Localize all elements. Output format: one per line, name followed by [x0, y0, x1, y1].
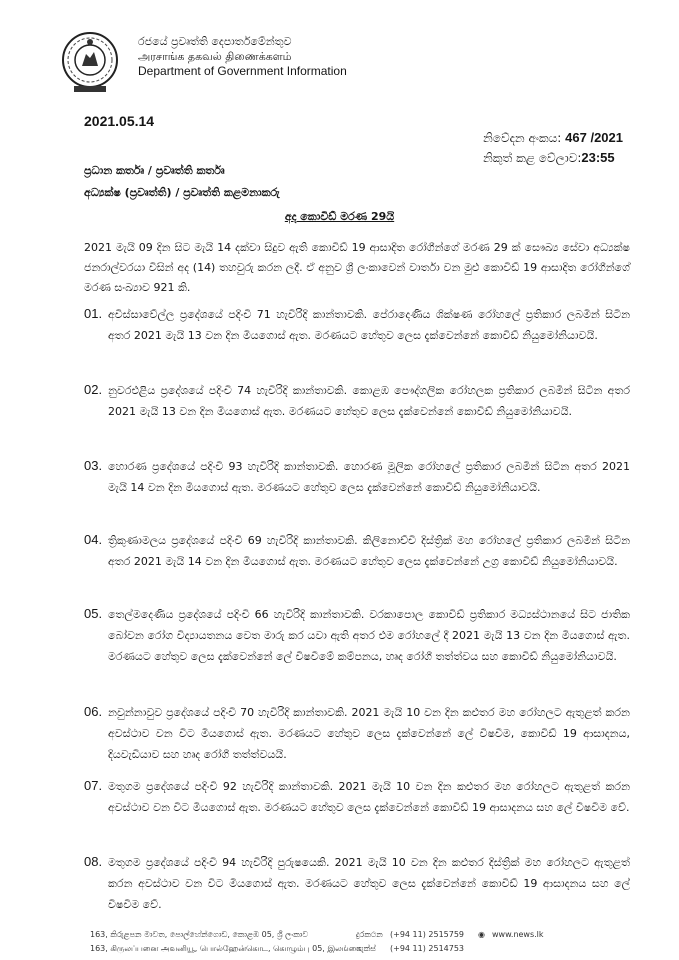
- department-name-sinhala: රජයේ ප්‍රවෘත්ති දෙපාර්තමේන්තුව: [138, 35, 292, 48]
- release-time-label: නිකුත් කළ වේලාව:: [483, 151, 582, 165]
- addressee-line: අධ්‍යක්ෂ (ප්‍රවෘත්ති) / ප්‍රවෘත්ති කළමනාකරු: [84, 186, 280, 199]
- release-info: [483, 128, 623, 168]
- intro-paragraph: 2021 මැයි 09 දින සිට මැයි 14 දක්වා සිදුව ඇති කොවිඩ් 19 ආසාදිත රෝගීන්ගේ මරණ 29 ක් සෞඛ්‍ය සේවා අධ්‍යක්ෂ ජනරාල්වරයා විසින් අද (14) තහවුරු කරන ලදී. ඒ අනුව ශ්‍රී ලංකාවෙන් වාර්තා වන මුළු කොවිඩ් 19 ආසාදිත රෝගීන්ගේ මරණ සංඛ්‍යාව 921 කි.: [84, 241, 630, 294]
- page-footer: [0, 922, 679, 960]
- footer-address-tamil: 163, கிருலப்பனை அவனியூ, பொல்ஹேன்கொட, கொழும்பு 05, இலங்கை: [90, 944, 362, 953]
- department-name-tamil: அரசாங்க தகவல் திணைக்களம்: [138, 50, 292, 63]
- footer-address-sinhala: 163, කිරුළපන මාවත, පොල්හේන්ගොඩ, කොළඹ 05, ශ්‍රී ලංකාව: [90, 930, 309, 939]
- item-text: මතුගම ප්‍රදේශයේ පදිංචි 92 හැවිරිදි කාන්තාවකි. 2021 මැයි 10 වන දින කළුතර මහ රෝහලට ඇතුළත් කරන අවස්ථාව වන විට මියගොස් ඇත. මරණයට හේතුව ලෙස දැක්වෙන්නේ කොවිඩ් 19 ආසාදනය සහ ලේ විෂවීම වේ.: [108, 780, 630, 814]
- item-text: ත්‍රිකුණාමලය ප්‍රදේශයේ පදිංචි 69 හැවිරිදි කාන්තාවකි. කිලිනොච්චි දිස්ත්‍රික් මහ රෝහලේ ප්‍රතිකාර ලබමින් සිටින අතර 2021 මැයි 14 වන දින මියගොස් ඇත. මරණයට හේතුව ලෙස දැක්වෙන්නේ උග්‍ර කොවිඩ් නියුමෝනියාවයි.: [108, 534, 630, 568]
- item-number: 06.: [84, 704, 103, 719]
- item-number: 01.: [84, 306, 103, 321]
- footer-fax-label: ෆැක්ස්: [356, 944, 376, 953]
- sri-lanka-emblem-icon: [60, 28, 120, 96]
- item-text: නවුන්නාවුව ප්‍රදේශයේ පදිංචි 70 හැවිරිදි කාන්තාවකි. 2021 මැයි 10 වන දින කළුතර මහ රෝහලට ඇතුළත් කරන අවස්ථාව වන විට මියගොස් ඇත. මරණයට හේතුව ලෙස දැක්වෙන්නේ ලේ විෂවීම, කොවිඩ් 19 ආසාදනය, දියවැඩියාව සහ හෘද රෝගී තත්ත්වයයි.: [108, 706, 630, 761]
- globe-icon: ◉: [478, 930, 485, 939]
- release-time-line: [483, 148, 623, 168]
- item-text: හොරණ ප්‍රදේශයේ පදිංචි 93 හැවිරිදි කාන්තාවකි. හොරණ මූලික රෝහලේ ප්‍රතිකාර ලබමින් සිටින අතර 2021 මැයි 14 වන දින මියගොස් ඇත. මරණයට හේතුව ලෙස දැක්වෙන්නේ කොවිඩ් නියුමෝනියාවයි.: [108, 460, 630, 494]
- release-date: 2021.05.14: [84, 113, 155, 129]
- release-number-line: [483, 128, 623, 148]
- release-number-value: 467 /2021: [565, 130, 623, 145]
- item-number: 04.: [84, 532, 103, 547]
- item-number: 03.: [84, 458, 103, 473]
- addressee-line: ප්‍රධාන කර්තෘ / ප්‍රවෘත්ති කර්තෘ: [84, 164, 225, 177]
- footer-website[interactable]: www.news.lk: [492, 930, 544, 939]
- release-number-label: නිවේදන අංකය:: [483, 131, 562, 145]
- item-number: 02.: [84, 382, 103, 397]
- release-subject: අද කොවිඩ් මරණ 29යි: [284, 210, 395, 223]
- footer-phone: (+94 11) 2515759: [390, 930, 465, 939]
- item-text: නුවරඑළිය ප්‍රදේශයේ පදිංචි 74 හැවිරිදි කාන්තාවකි. කොළඹ පෞද්ගලික රෝහලක ප්‍රතිකාර ලබමින් සිටින අතර 2021 මැයි 13 වන දින මියගොස් ඇත. මරණයට හේතුව ලෙස දැක්වෙන්නේ කොවිඩ් නියුමෝනියාවයි.: [108, 384, 630, 418]
- item-number: 05.: [84, 606, 103, 621]
- item-text: තෙල්මදෙණිය ප්‍රදේශයේ පදිංචි 66 හැවිරිදි කාන්තාවකි. වරකාපොල කොවිඩ් ප්‍රතිකාර මධ්‍යස්ථානයේ සිට ජාතික බෝවන රෝග විද්‍යායතනය වෙත මාරු කර යවා ඇති අතර එම රෝහලේ දී 2021 මැයි 13 වන දින මියගොස් ඇත. මරණයට හේතුව ලෙස දැක්වෙන්නේ ලේ විෂවීමේ කම්පනය, හෘද රෝගී තත්ත්වය සහ කොවිඩ් නියුමෝනියාවයි.: [108, 608, 630, 663]
- item-text: අවිස්සාවේල්ල ප්‍රදේශයේ පදිංචි 71 හැවිරිදි කාන්තාවකි. පේරාදෙණිය ශික්ෂණ රෝහලේ ප්‍රතිකාර ලබමින් සිටින අතර 2021 මැයි 13 වන දින මියගොස් ඇත. මරණයට හේතුව ලෙස දැක්වෙන්නේ කොවිඩ් නියුමෝනියාවයි.: [108, 308, 630, 342]
- department-name-english: Department of Government Information: [138, 64, 347, 78]
- footer-phone-label: දුරකථන: [356, 930, 383, 939]
- item-number: 08.: [84, 854, 103, 869]
- item-text: මතුගම ප්‍රදේශයේ පදිංචි 94 හැවිරිදි පුරුෂයෙකි. 2021 මැයි 10 වන දින කළුතර දිස්ත්‍රික් මහ රෝහලට ඇතුළත් කරන අවස්ථාව වන විට මියගොස් ඇත. මරණයට හේතුව ලෙස දැක්වෙන්නේ කොවිඩ් 19 ආසාදනය සහ ලේ විෂවීම වේ.: [108, 856, 630, 911]
- release-time-value: 23:55: [581, 150, 615, 165]
- department-name-block: [138, 34, 398, 79]
- footer-fax: (+94 11) 2514753: [390, 944, 465, 953]
- addressee-block: [84, 160, 280, 204]
- item-number: 07.: [84, 778, 103, 793]
